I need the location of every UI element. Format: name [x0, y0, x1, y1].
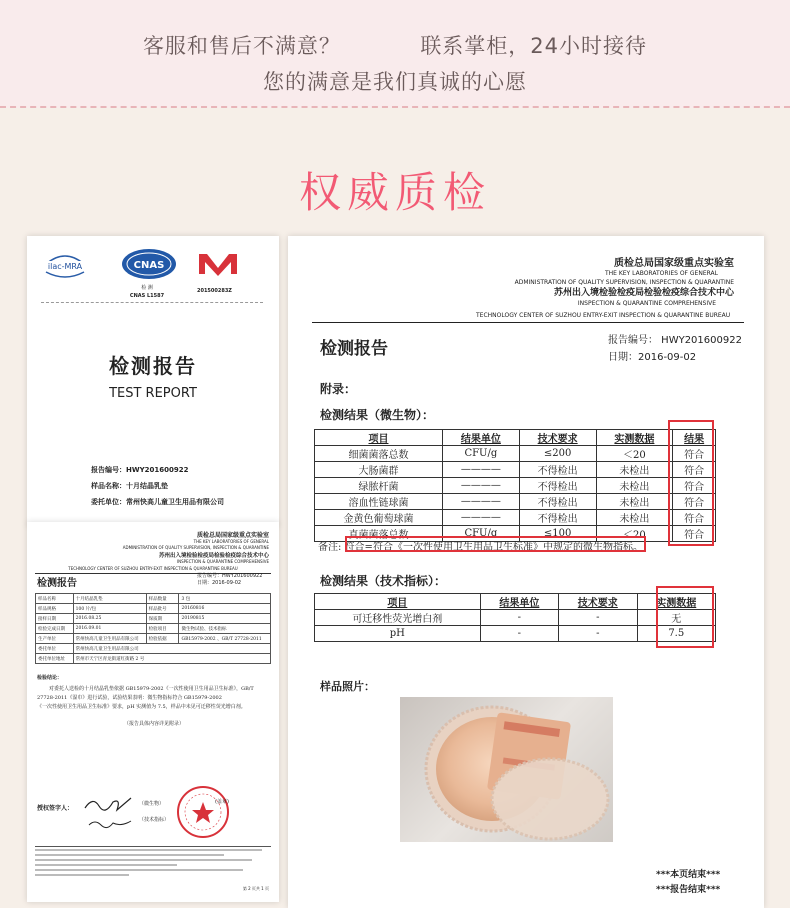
- summary-cell-value: 2016.08.25: [73, 614, 146, 624]
- micro-table-cell: ≤100: [519, 526, 596, 542]
- micro-table-cell: 未检出: [596, 478, 673, 494]
- summary-lab-header: 质检总局国家级重点实验室 THE KEY LABORATORIES OF GENERAL ADMINISTRATION OF QUALITY SUPERVISION, INSPECTION & QUARANTINE 苏州出入境检验检疫局检验检疫综合技术中心 INSPECTION & QUARANTINE COMPREHENSIVE: [122, 532, 269, 564]
- summary-cell-label: 委托单位: [36, 644, 74, 654]
- tech-table-cell: 可迁移性荧光增白剂: [315, 610, 481, 626]
- micro-table-cell: 真菌菌落总数: [315, 526, 443, 542]
- micro-table-cell: CFU/g: [442, 446, 519, 462]
- summary-cell-label: 检验项目: [146, 624, 179, 634]
- micro-table-cell: 符合: [673, 526, 716, 542]
- detail-report-no: 报告编号： HWY201600922: [608, 335, 742, 346]
- report-summary-page: 质检总局国家级重点实验室 THE KEY LABORATORIES OF GENERAL ADMINISTRATION OF QUALITY SUPERVISION, INSPECTION & QUARANTINE 苏州出入境检验检疫局检验检疫综合技术中心 INSPECTION & QUARANTINE COMPREHENSIVE TECHNOLOGY CENTER OF SUZHOU ENTRY-EXIT INSPECTION & QUARANTINE BUREAU 检测报告 报告编号：HWY201600922 日期：2016-09-02 样品名称 十月结晶乳垫 样品数量 3 包 样品规格 100 片/包 样品批号 20160816 接样日期 2016.08.25 保质期 20190815 检验完成日期 2016.09.01 检验项目 微生物试验、技术指标 生产单位 常州快高儿童卫生用品有限公司 检验依据 GB15979-2002 、GB/T 27728-2011 委托单位 常州快高儿童卫生用品有限公司 委托单位地址 常州市天宁区青龙街道红街路 2 号 检验结论： 对委托人送检的十月结晶乳垫依据 GB15979-2002《一次性使用卫生用品卫生标准》，GB/T 27728-2011《湿巾》进行试验，试验结果表明：微生物指标符合 GB15979-2002 《一次性使用卫生用品卫生标准》要求，pH 实测值为 7.5，样品中未见可迁移性荧光增白剂。 （报告具体内容详见附录） 授权签字人： （微生物） （技术指标） (盖章) 第 2 页共 1 页: [27, 522, 279, 902]
- summary-cell-value: 100 片/包: [73, 604, 146, 614]
- tech-table-cell: -: [480, 626, 558, 642]
- micro-table-cell: 溶血性链球菌: [315, 494, 443, 510]
- micro-header-cell: 结果: [673, 430, 716, 446]
- micro-table-cell: 不得检出: [519, 462, 596, 478]
- cover-report-no: 报告编号：HWY201600922: [91, 466, 189, 474]
- summary-cell-label: 样品数量: [146, 594, 179, 604]
- cnas-logo: [117, 246, 181, 282]
- micro-table-cell: CFU/g: [442, 526, 519, 542]
- cover-sample-name: 样品名称：十月结晶乳垫: [91, 482, 168, 490]
- cover-client: 委托单位：常州快高儿童卫生用品有限公司: [91, 498, 224, 506]
- summary-cell-label: 样品规格: [36, 604, 74, 614]
- detail-header-rule: [312, 322, 744, 323]
- summary-cell-value: 十月结晶乳垫: [73, 594, 146, 604]
- micro-table-cell: 不得检出: [519, 510, 596, 526]
- micro-table-row: [315, 446, 716, 462]
- micro-table-cell: 符合: [673, 478, 716, 494]
- tech-table-cell: -: [559, 610, 637, 626]
- summary-fine-print: [35, 849, 271, 876]
- page-end-marker: ***本页结束***: [656, 870, 721, 880]
- sample-photo: [400, 697, 613, 842]
- summary-cell-label: 检验完成日期: [36, 624, 74, 634]
- note-text: 符合=符合《一次性使用卫生用品卫生标准》中规定的微生物指标。: [344, 542, 643, 553]
- summary-cell-label: 样品批号: [146, 604, 179, 614]
- cma-logo: [193, 248, 243, 278]
- summary-cell-value: 3 包: [179, 594, 271, 604]
- cover-divider: [41, 302, 263, 303]
- official-seal-icon: [175, 784, 231, 840]
- summary-title: 检测报告: [37, 578, 77, 589]
- summary-meta: 报告编号：HWY201600922 日期：2016-09-02: [197, 573, 263, 586]
- photo-label: 样品照片：: [320, 680, 375, 693]
- micro-results-table-wrap: [314, 429, 716, 542]
- micro-header-cell: 项目: [315, 430, 443, 446]
- service-banner: [0, 0, 790, 108]
- svg-text:CNAS: CNAS: [133, 260, 165, 271]
- detail-date: 日期：2016-09-02: [608, 352, 697, 363]
- tech-header-cell: 结果单位: [480, 594, 558, 610]
- tech-table-cell: -: [559, 626, 637, 642]
- summary-cell-value: GB15979-2002 、GB/T 27728-2011: [179, 634, 271, 644]
- summary-table-row: [36, 614, 271, 624]
- nursing-pad-image: [400, 697, 613, 842]
- cma-code: 201500283Z: [197, 288, 232, 294]
- tech-table-cell: 无: [637, 610, 715, 626]
- detail-meta: [608, 332, 742, 366]
- micro-table-cell: 不得检出: [519, 478, 596, 494]
- report-end-markers: [656, 868, 720, 898]
- micro-header-cell: 技术要求: [519, 430, 596, 446]
- summary-conclusion: 检验结论： 对委托人送检的十月结晶乳垫依据 GB15979-2002《一次性使用卫生用品卫生标准》，GB/T 27728-2011《湿巾》进行试验，试验结果表明：微生物指标符合 GB15979-2002 《一次性使用卫生用品卫生标准》要求，pH 实测值为 7.5，样品中未见可迁移性荧光增白剂。 （报告具体内容详见附录）: [37, 675, 254, 727]
- micro-table-cell: ＜20: [596, 526, 673, 542]
- banner-line-1: [0, 30, 790, 60]
- summary-page-number: 第 2 页共 1 页: [242, 886, 269, 891]
- summary-table-row: [36, 654, 271, 664]
- section-title: 权威质检: [298, 168, 491, 217]
- signer-label: 授权签字人：: [37, 805, 74, 812]
- report-detail-page: [288, 236, 764, 908]
- micro-results-table: [314, 429, 716, 542]
- micro-table-cell: 未检出: [596, 510, 673, 526]
- appendix-label: 附录：: [320, 382, 357, 396]
- summary-cell-label: 检验依据: [146, 634, 179, 644]
- micro-table-cell: ≤200: [519, 446, 596, 462]
- summary-cell-label: 接样日期: [36, 614, 74, 624]
- micro-table-cell: 大肠菌群: [315, 462, 443, 478]
- summary-table-row: [36, 594, 271, 604]
- summary-cell-value: 常州市天宁区青龙街道红街路 2 号: [73, 654, 270, 664]
- micro-table-cell: ————: [442, 510, 519, 526]
- micro-table-row: [315, 494, 716, 510]
- summary-center-en: TECHNOLOGY CENTER OF SUZHOU ENTRY-EXIT INSPECTION & QUARANTINE BUREAU: [68, 566, 238, 571]
- banner-contact-text: 联系掌柜，24小时接待: [420, 34, 648, 58]
- tech-header-cell: 实测数据: [637, 594, 715, 610]
- micro-header-cell: 实测数据: [596, 430, 673, 446]
- summary-cell-label: 样品名称: [36, 594, 74, 604]
- micro-table-cell: 未检出: [596, 462, 673, 478]
- summary-table-row: [36, 604, 271, 614]
- tech-results-title: 检测结果（技术指标）：: [320, 574, 447, 588]
- summary-table: [35, 593, 271, 664]
- tech-header-cell: 项目: [315, 594, 481, 610]
- summary-cell-value: 常州快高儿童卫生用品有限公司: [73, 644, 270, 654]
- micro-table-row: [315, 510, 716, 526]
- micro-table-cell: 绿脓杆菌: [315, 478, 443, 494]
- summary-cell-label: 生产单位: [36, 634, 74, 644]
- summary-table-row: [36, 634, 271, 644]
- svg-text:ilac-MRA: ilac-MRA: [47, 262, 83, 271]
- micro-table-cell: 细菌菌落总数: [315, 446, 443, 462]
- summary-table-row: [36, 624, 271, 634]
- micro-table-cell: 金黄色葡萄球菌: [315, 510, 443, 526]
- summary-cell-value: 常州快高儿童卫生用品有限公司: [73, 634, 146, 644]
- micro-table-cell: 符合: [673, 446, 716, 462]
- signature-2: [87, 814, 137, 826]
- result-column-highlight: [668, 420, 714, 546]
- summary-cell-label: 保质期: [146, 614, 179, 624]
- micro-table-cell: 不得检出: [519, 494, 596, 510]
- micro-table-cell: ————: [442, 462, 519, 478]
- summary-footer-rule: [35, 846, 271, 847]
- note-highlight: [345, 536, 646, 552]
- micro-header-cell: 结果单位: [442, 430, 519, 446]
- summary-cell-value: 微生物试验、技术指标: [179, 624, 271, 634]
- tech-table-cell: 7.5: [637, 626, 715, 642]
- micro-table-cell: ————: [442, 494, 519, 510]
- report-end-marker: ***报告结束***: [656, 885, 721, 895]
- tech-header-cell: 技术要求: [559, 594, 637, 610]
- report-cover-page: [27, 236, 279, 526]
- summary-cell-value: 20190815: [179, 614, 271, 624]
- banner-line-2: 您的满意是我们真诚的心愿: [263, 70, 527, 94]
- detail-lab-header: 质检总局国家级重点实验室 THE KEY LABORATORIES OF GENERAL ADMINISTRATION OF QUALITY SUPERVISION, INSPECTION & QUARANTINE 苏州出入境检验检疫局检验检疫综合技术中心 INSPECTION & QUARANTINE COMPREHENSIVE: [514, 258, 734, 307]
- banner-service-text: 客服和售后不满意？: [142, 34, 341, 58]
- detail-center-en: TECHNOLOGY CENTER OF SUZHOU ENTRY-EXIT INSPECTION & QUARANTINE BUREAU: [476, 312, 731, 319]
- micro-table-cell: 符合: [673, 494, 716, 510]
- cover-info: [91, 462, 224, 510]
- micro-table-cell: 未检出: [596, 494, 673, 510]
- micro-results-title: 检测结果（微生物）：: [320, 408, 435, 422]
- tech-table-cell: -: [480, 610, 558, 626]
- signature-1: [83, 794, 143, 814]
- cnas-code: 检 测 CNAS L1587: [129, 285, 165, 299]
- micro-table-cell: ＜20: [596, 446, 673, 462]
- summary-table-row: [36, 644, 271, 654]
- micro-table-row: [315, 462, 716, 478]
- micro-table-cell: 符合: [673, 462, 716, 478]
- measured-column-highlight: [656, 586, 714, 648]
- detail-title: 检测报告: [320, 339, 388, 359]
- summary-cell-value: 2016.09.01: [73, 624, 146, 634]
- summary-cell-value: 20160816: [179, 604, 271, 614]
- tech-table-cell: pH: [315, 626, 481, 642]
- summary-info-table: [35, 593, 271, 664]
- summary-cell-label: 委托单位地址: [36, 654, 74, 664]
- note-label: 备注:: [318, 542, 342, 553]
- cover-title-en: TEST REPORT: [109, 386, 197, 401]
- ilac-mra-logo: [43, 250, 87, 280]
- micro-table-row: [315, 478, 716, 494]
- micro-table-cell: ————: [442, 478, 519, 494]
- cover-title-cn: 检测报告: [109, 354, 197, 378]
- micro-table-cell: 符合: [673, 510, 716, 526]
